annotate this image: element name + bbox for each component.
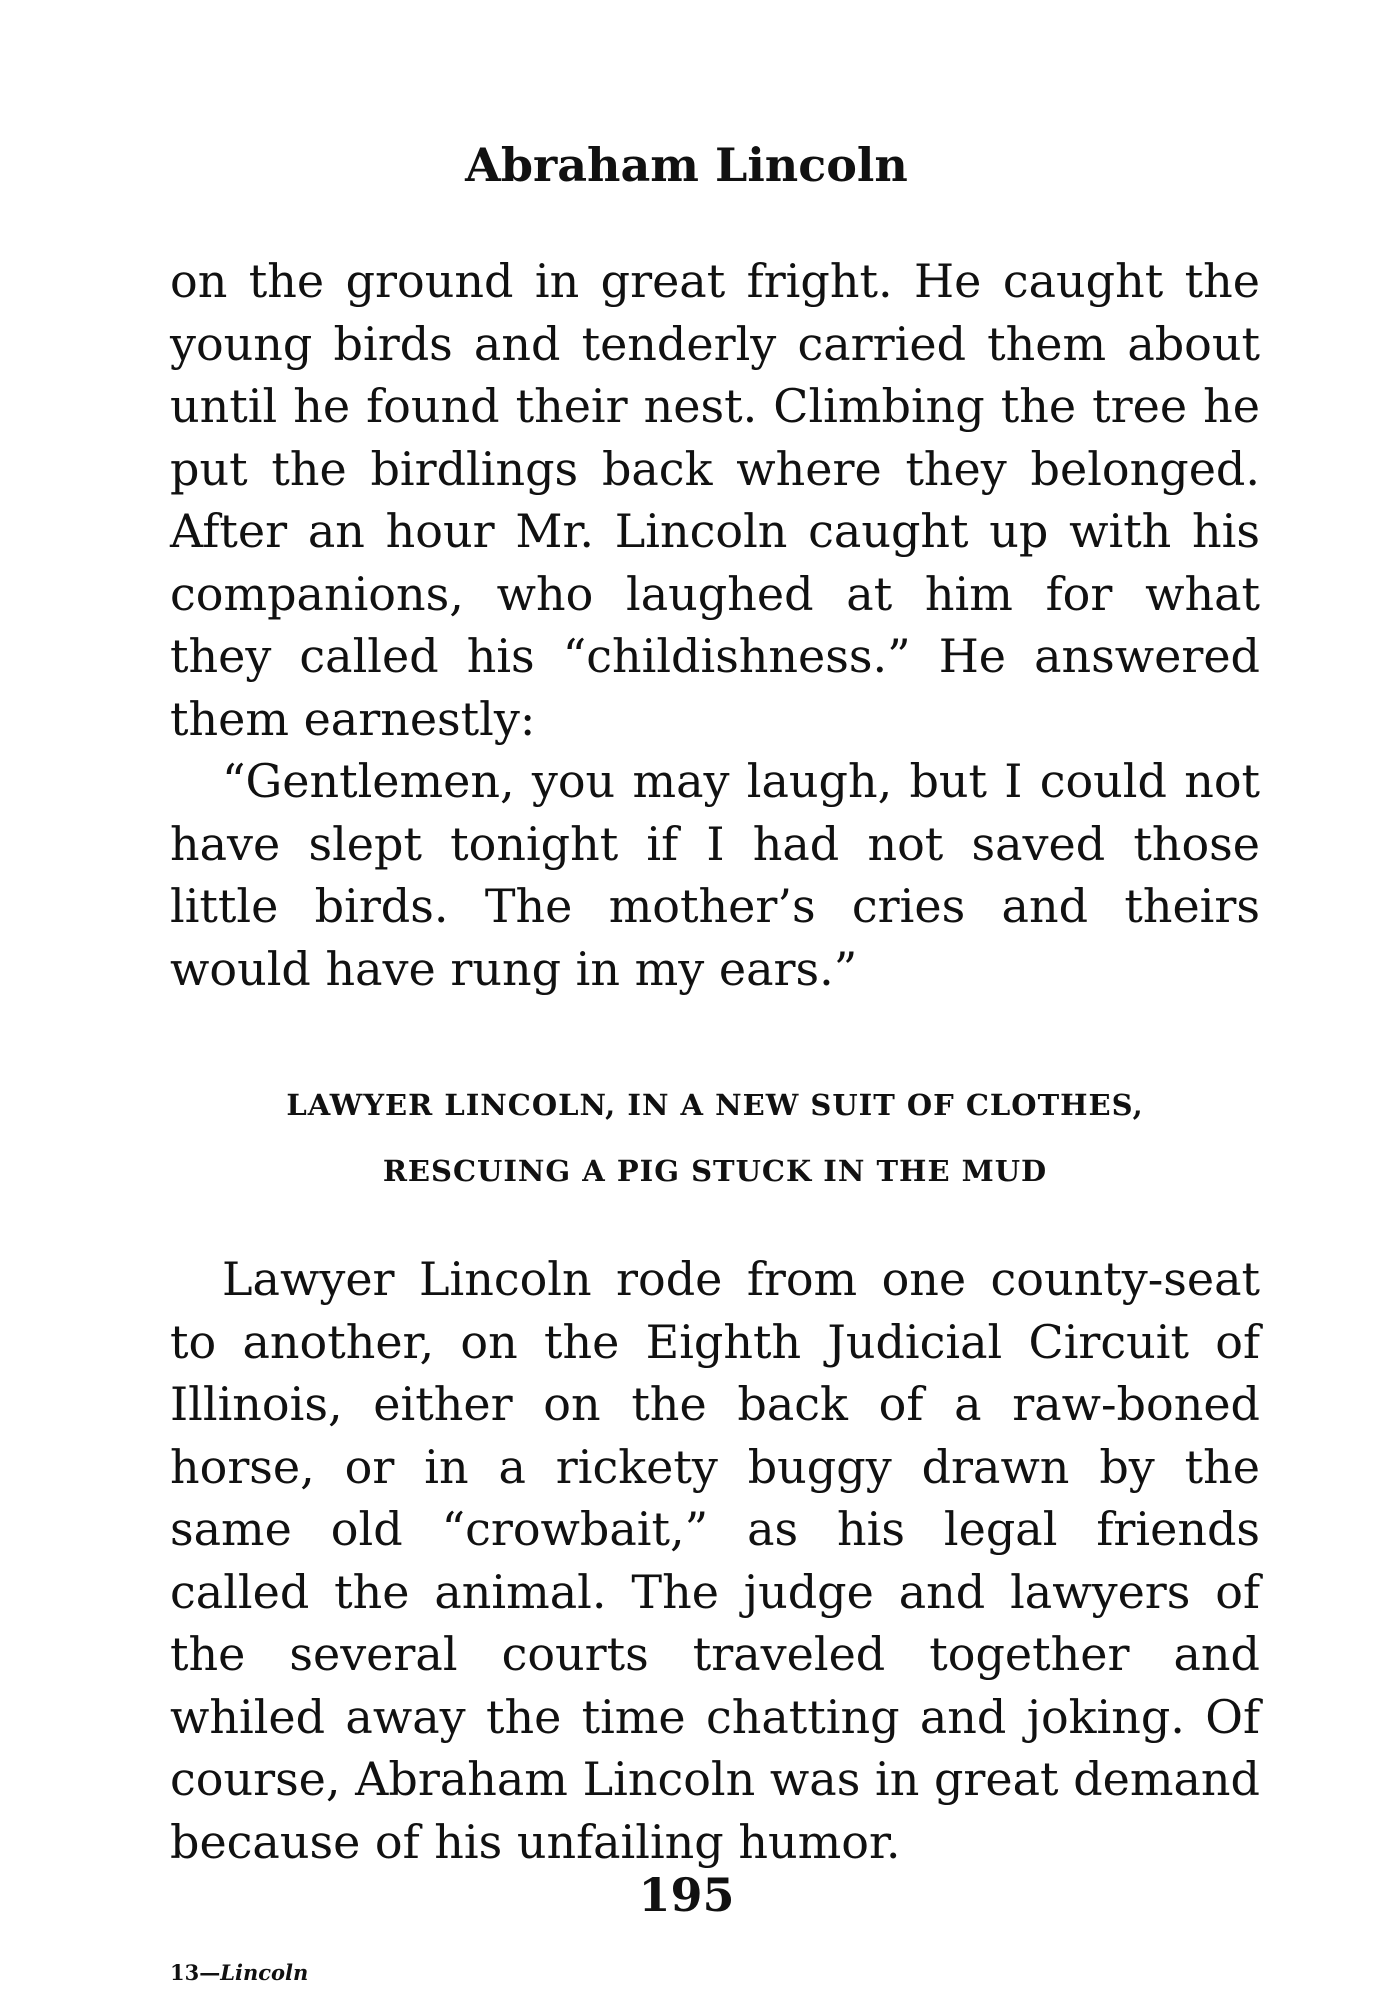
paragraph-continued: on the ground in great fright. He caught the young birds and tenderly carried them about until he found their nest. Climbing the tree he put the birdlings back where they belonged. After an hour Mr. Lincoln caught up with his companions, who laughed at him for what they called his “childishness.” He answered them earnestly:: [170, 254, 1260, 746]
page-number: 195: [638, 1868, 735, 1922]
running-head: Abraham Lincoln: [465, 138, 908, 192]
section-body: [170, 1248, 1260, 1873]
signature-number: 13—: [170, 1960, 221, 1985]
signature-mark: [170, 1960, 308, 1985]
paragraph-quote: “Gentlemen, you may laugh, but I could not have slept tonight if I had not saved those little birds. The mother’s cries and theirs would have rung in my ears.”: [170, 754, 1260, 996]
section-heading-line-1: LAWYER LINCOLN, IN A NEW SUIT OF CLOTHES,: [286, 1088, 1144, 1122]
section-heading-line-2: RESCUING A PIG STUCK IN THE MUD: [382, 1154, 1048, 1188]
story-continuation: [170, 250, 1260, 1000]
section-heading: [170, 1072, 1260, 1204]
signature-title: Lincoln: [220, 1960, 309, 1985]
section-paragraph: Lawyer Lincoln rode from one county-seat to another, on the Eighth Judicial Circuit of Illinois, either on the back of a raw-boned horse, or in a rickety buggy drawn by the same old “crowbait,” as his legal friends called the animal. The judge and lawyers of the several courts traveled together and whiled away the time chatting and joking. Of course, Abraham Lincoln was in great demand because of his unfailing humor.: [170, 1252, 1260, 1869]
